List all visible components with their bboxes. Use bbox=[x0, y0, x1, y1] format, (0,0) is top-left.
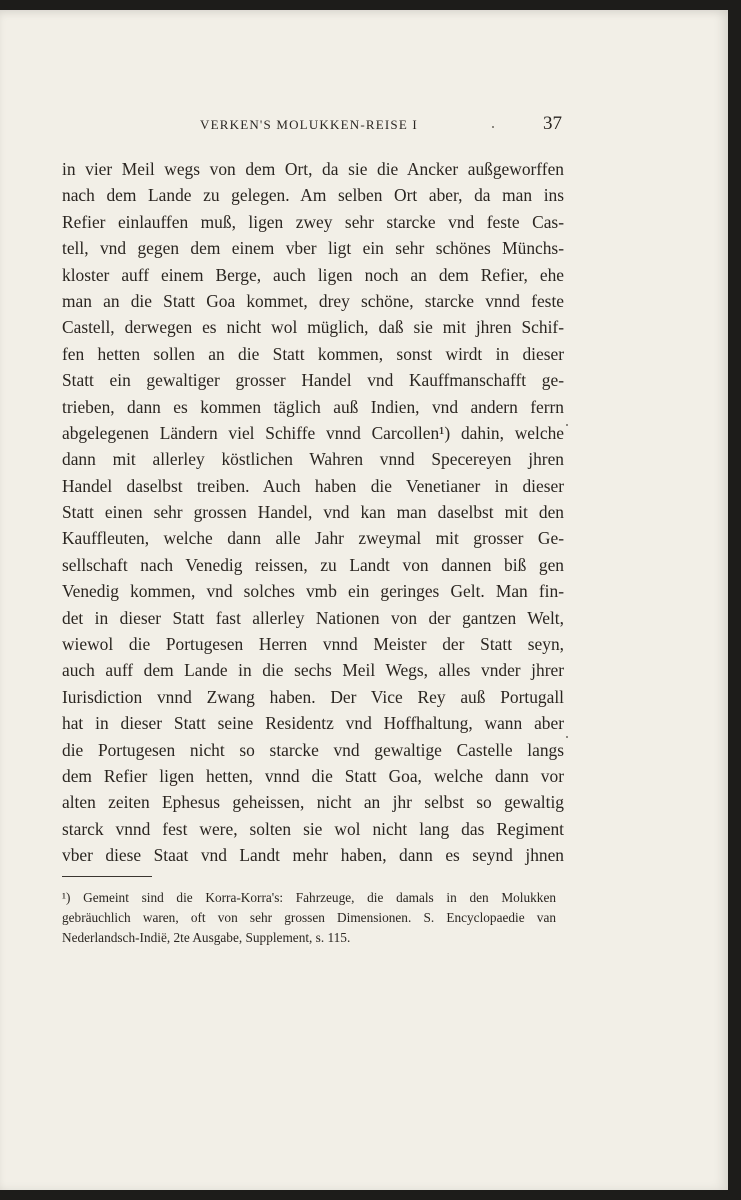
text-line: sellschaft nach Venedig reissen, zu Landt von dannen biß gen bbox=[62, 554, 564, 575]
body-text bbox=[62, 156, 564, 869]
text-line: Refier einlauffen muß, ligen zwey sehr starcke vnd feste Cas- bbox=[62, 211, 564, 232]
text-line: det in dieser Statt fast allerley Nationen von der gantzen Welt, bbox=[62, 607, 564, 628]
text-line: Kauffleuten, welche dann alle Jahr zweymal mit grosser Ge- bbox=[62, 528, 564, 549]
footnote-line: gebräuchlich waren, oft von sehr grossen Dimensionen. S. Encyclopaedie van bbox=[62, 910, 556, 925]
book-page bbox=[0, 10, 728, 1190]
text-line: Iurisdiction vnnd Zwang haben. Der Vice Rey auß Portugall bbox=[62, 686, 564, 707]
text-line: Statt einen sehr grossen Handel, vnd kan man daselbst mit den bbox=[62, 502, 564, 523]
text-line: hat in dieser Statt seine Residentz vnd Hoffhaltung, wann aber bbox=[62, 713, 564, 734]
text-line: nach dem Lande zu gelegen. Am selben Ort aber, da man ins bbox=[62, 185, 564, 206]
text-line: in vier Meil wegs von dem Ort, da sie die Ancker außgeworffen bbox=[62, 159, 564, 179]
text-line: fen hetten sollen an die Statt kommen, sonst wirdt in dieser bbox=[62, 343, 564, 364]
text-line: vber diese Staat vnd Landt mehr haben, dann es seynd jhnen bbox=[62, 845, 564, 866]
text-line: kloster auff einem Berge, auch ligen noch an dem Refier, ehe bbox=[62, 264, 564, 285]
footnote-line: ¹) Gemeint sind die Korra-Korra's: Fahrzeuge, die damals in den Molukken bbox=[62, 890, 556, 905]
running-head: VERKEN'S MOLUKKEN-REISE I bbox=[200, 117, 418, 132]
footnotes bbox=[62, 888, 556, 948]
text-line: man an die Statt Goa kommet, drey schöne, starcke vnnd feste bbox=[62, 290, 564, 311]
page-number: 37 bbox=[543, 113, 562, 134]
text-line: auch auff dem Lande in die sechs Meil Wegs, alles vnder jhrer bbox=[62, 660, 564, 681]
text-line: wiewol die Portugesen Herren vnnd Meister der Statt seyn, bbox=[62, 634, 564, 655]
text-line: alten zeiten Ephesus geheissen, nicht an jhr selbst so gewaltig bbox=[62, 792, 564, 813]
text-line: abgelegenen Ländern viel Schiffe vnnd Carcollen¹) dahin, welche bbox=[62, 422, 564, 443]
text-line: Castell, derwegen es nicht wol müglich, daß sie mit jhren Schif- bbox=[62, 317, 564, 338]
text-line: dann mit allerley köstlichen Wahren vnnd Specereyen jhren bbox=[62, 449, 564, 470]
text-line: Venedig kommen, vnd solches vmb ein geringes Gelt. Man fin- bbox=[62, 581, 564, 602]
footnote-line: Nederlandsch-Indië, 2te Ausgabe, Supplement, s. 115. bbox=[62, 930, 351, 945]
text-line: Statt ein gewaltiger grosser Handel vnd Kauffmanschafft ge- bbox=[62, 370, 564, 391]
text-line: trieben, dann es kommen täglich auß Indien, vnd andern ferrn bbox=[62, 396, 564, 417]
text-line: dem Refier ligen hetten, vnnd die Statt Goa, welche dann vor bbox=[62, 765, 564, 786]
text-line: die Portugesen nicht so starcke vnd gewaltige Castelle langs bbox=[62, 739, 564, 760]
text-line: starck vnnd fest were, solten sie wol nicht lang das Regiment bbox=[62, 818, 564, 839]
text-line: tell, vnd gegen dem einem vber ligt ein sehr schönes Münchs- bbox=[62, 238, 564, 259]
paper-speck bbox=[566, 424, 568, 426]
paper-speck bbox=[566, 736, 568, 738]
page-header bbox=[60, 113, 566, 137]
paper-speck bbox=[492, 126, 494, 128]
footnote-divider bbox=[62, 876, 152, 877]
text-line: Handel daselbst treiben. Auch haben die Venetianer in dieser bbox=[62, 475, 564, 496]
